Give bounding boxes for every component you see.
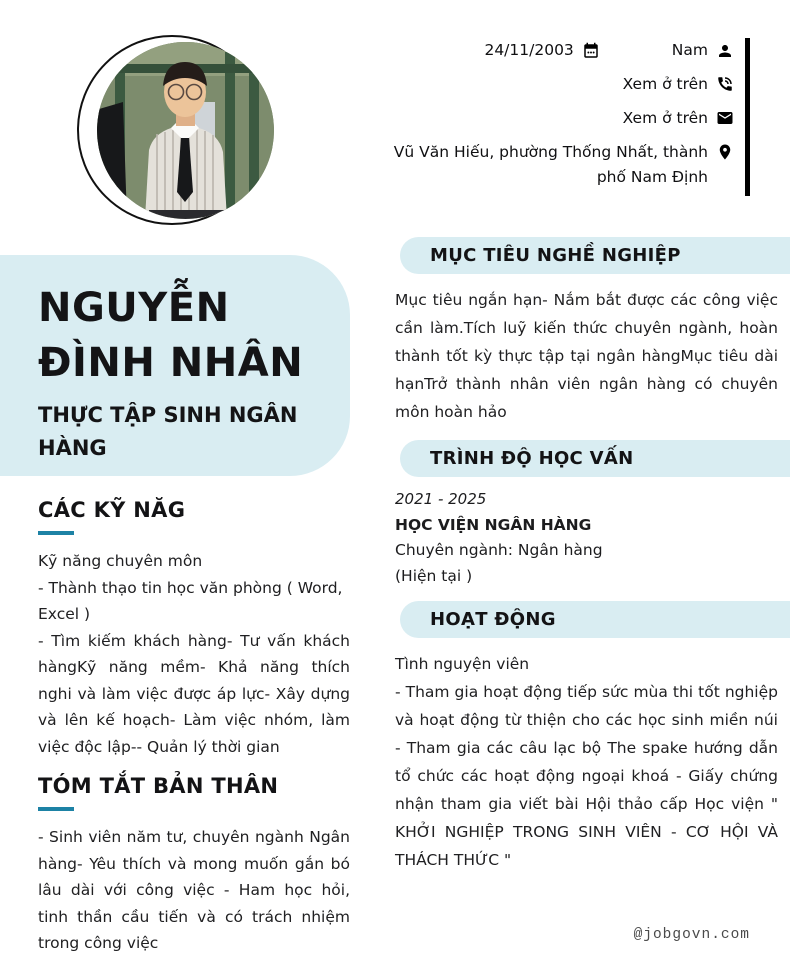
skills-body xyxy=(38,548,350,760)
gender-item xyxy=(672,38,734,63)
activities-role: Tình nguyện viên xyxy=(395,655,530,673)
mail-icon xyxy=(716,109,734,127)
person-icon xyxy=(716,42,734,60)
right-column xyxy=(395,237,790,874)
location-pin-icon xyxy=(716,143,734,161)
candidate-name-line2: ĐÌNH NHÂN xyxy=(38,340,304,386)
left-column xyxy=(38,498,350,956)
education-body xyxy=(395,487,790,589)
summary-section xyxy=(38,774,350,956)
calendar-icon xyxy=(582,42,600,60)
job-title: THỰC TẬP SINH NGÂN HÀNG xyxy=(38,403,298,460)
objective-body: Mục tiêu ngắn hạn- Nắm bắt được các công việc cần làm.Tích luỹ kiến thức chuyên ngành, hoàn thành tốt kỳ thực tập tại ngân hàngMục tiêu dài hạnTrở thành nhân viên ngân hàng có chuyên môn hoàn hảo xyxy=(395,291,778,421)
education-header-bar xyxy=(400,440,790,477)
gender-value: Nam xyxy=(671,41,708,59)
name-block xyxy=(0,255,350,476)
skills-line-1: Kỹ năng chuyên môn xyxy=(38,552,203,570)
education-status: (Hiện tại ) xyxy=(395,566,473,585)
summary-text: - Sinh viên năm tư, chuyên ngành Ngân hàng- Yêu thích và mong muốn gắn bó lâu dài với công việc - Ham học hỏi, tinh thần cầu tiến và có trách nhiệm trong công việc xyxy=(38,828,350,952)
education-school: HỌC VIỆN NGÂN HÀNG xyxy=(395,515,592,534)
education-section xyxy=(395,440,790,589)
skills-heading-underline xyxy=(38,531,74,535)
phone-value: Xem ở trên xyxy=(622,75,708,93)
contact-row-address xyxy=(378,140,734,190)
dob-value: 24/11/2003 xyxy=(484,41,574,59)
contact-row-dob-gender xyxy=(484,38,734,63)
candidate-name-line1: NGUYỄN xyxy=(38,285,230,331)
activities-heading: HOẠT ĐỘNG xyxy=(430,609,556,630)
contact-row-email xyxy=(623,106,734,131)
objective-heading: MỤC TIÊU NGHỀ NGHIỆP xyxy=(430,245,681,266)
education-heading: TRÌNH ĐỘ HỌC VẤN xyxy=(430,448,634,469)
contact-block xyxy=(314,38,734,190)
phone-icon xyxy=(716,75,734,93)
contact-row-phone xyxy=(623,72,734,97)
summary-body xyxy=(38,824,350,956)
skills-line-2: - Thành thạo tin học văn phòng ( Word, Excel ) xyxy=(38,578,343,623)
watermark: @jobgovn.com xyxy=(633,927,750,943)
activities-section xyxy=(395,601,790,874)
profile-photo xyxy=(97,42,274,219)
email-value: Xem ở trên xyxy=(622,109,708,127)
dob-item xyxy=(484,38,599,63)
header-separator-bar xyxy=(745,38,750,196)
profile-photo-illustration xyxy=(97,42,274,219)
education-period: 2021 - 2025 xyxy=(395,490,487,508)
objective-section xyxy=(395,237,790,426)
activities-body xyxy=(395,650,780,874)
skills-line-3: - Tìm kiếm khách hàng- Tư vấn khách hàngKỹ năng mềm- Khả năng thích nghi và làm việc được áp lực- Xây dựng và lên kế hoạch- Làm việc nhóm, làm việc độc lập-- Quản lý thời gian xyxy=(38,631,350,756)
skills-section xyxy=(38,498,350,760)
activities-text: - Tham gia hoạt động tiếp sức mùa thi tốt nghiệp và hoạt động từ thiện cho các học sinh miền núi - Tham gia các câu lạc bộ The spake hướng dẫn tổ chức các hoạt động ngoại khoá - Giấy chứng nhận tham gia viết bài Hội thảo cấp Học viện " KHỞI NGHIỆP TRONG SINH VIÊN - CƠ HỘI VÀ THÁCH THỨC " xyxy=(395,683,778,869)
objective-header-bar xyxy=(400,237,790,274)
activities-header-bar xyxy=(400,601,790,638)
education-major: Chuyên ngành: Ngân hàng xyxy=(395,541,603,559)
summary-heading: TÓM TẮT BẢN THÂN xyxy=(38,774,279,798)
skills-heading: CÁC KỸ NĂG xyxy=(38,498,186,522)
summary-heading-underline xyxy=(38,807,74,811)
address-value: Vũ Văn Hiếu, phường Thống Nhất, thành phố Nam Định xyxy=(393,143,708,186)
